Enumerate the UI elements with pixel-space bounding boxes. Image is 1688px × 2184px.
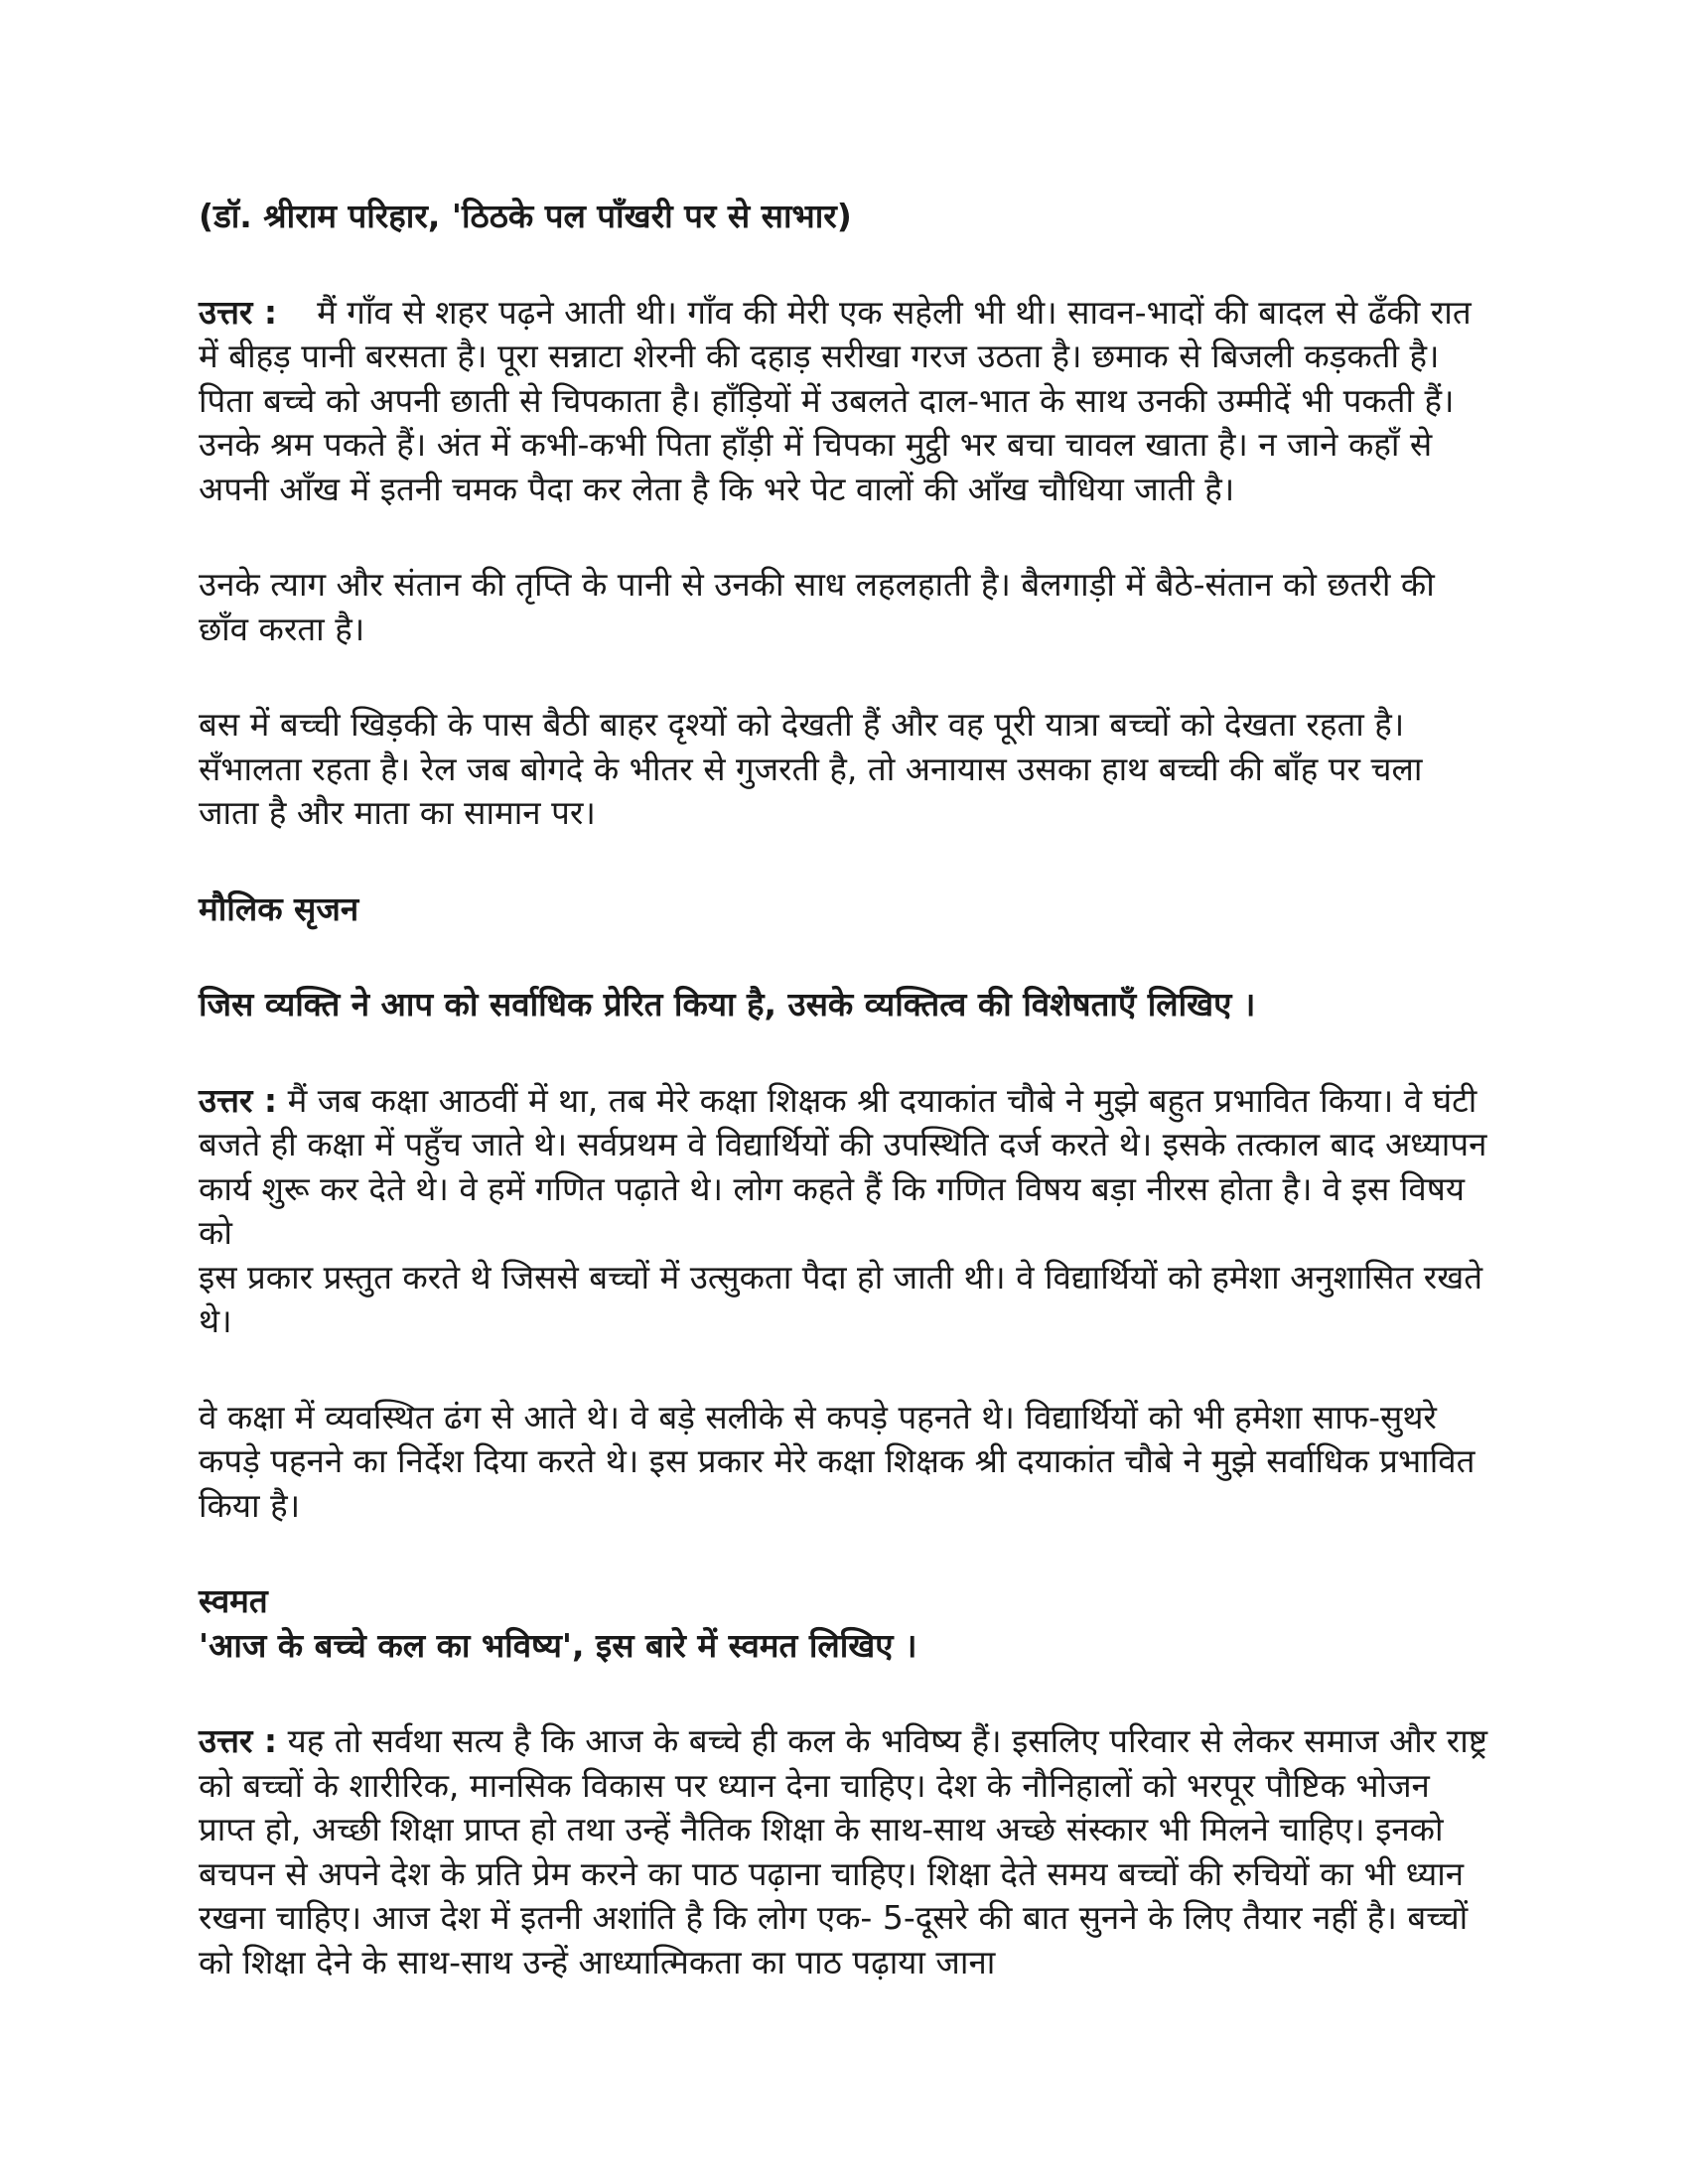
answer-label: उत्तर : bbox=[199, 1721, 278, 1760]
document-page bbox=[199, 195, 1489, 1984]
source-citation: (डॉ. श्रीराम परिहार, 'ठिठके पल पाँखरी पर से साभार) bbox=[199, 197, 852, 235]
question-children-future: 'आज के बच्चे कल का भविष्य', इस बारे में स्वमत लिखिए । bbox=[199, 1625, 917, 1665]
answer3-text1: यह तो सर्वथा सत्य है कि आज के बच्चे ही कल के भविष्य हैं। इसलिए परिवार से लेकर समाज और राष्ट्र को बच्चों के शारीरिक, मानसिक विकास पर ध्यान देना चाहिए। देश के नौनिहालों को भरपूर पौष्टिक भोजन प्राप्त हो, अच्छी शिक्षा प्राप्त हो तथा उन्हें नैतिक शिक्षा के साथ-साथ अच्छे संस्कार भी मिलने चाहिए। इनको बचपन से अपने देश के प्रति प्रेम करने का पाठ पढ़ाना चाहिए। शिक्षा देते समय बच्चों की रुचियों का भी ध्यान रखना चाहिए। आज देश में इतनी अशांति है कि लोग एक- 5-दूसरे की बात सुनने के लिए तैयार नहीं है। बच्चों को शिक्षा देने के साथ-साथ उन्हें आध्यात्मिकता का पाठ पढ़ाया जाना bbox=[199, 1721, 1488, 1981]
answer2-paragraph2: वे कक्षा में व्यवस्थित ढंग से आते थे। वे बड़े सलीके से कपड़े पहनते थे। विद्यार्थियों को भी हमेशा साफ-सुथरे कपड़े पहनने का निर्देश दिया करते थे। इस प्रकार मेरे कक्षा शिक्षक श्री दयाकांत चौबे ने मुझे सर्वाधिक प्रभावित किया है। bbox=[199, 1397, 1476, 1525]
answer1-text1: मैं गाँव से शहर पढ़ने आती थी। गाँव की मेरी एक सहेली भी थी। सावन-भादों की बादल से ढँकी रात में बीहड़ पानी बरसता है। पूरा सन्नाटा शेरनी की दहाड़ सरीखा गरज उठता है। छमाक से बिजली कड़कती है। पिता बच्चे को अपनी छाती से चिपकाता है। हाँड़ियों में उबलते दाल-भात के साथ उनकी उम्मीदें भी पकती हैं। उनके श्रम पकते हैं। अंत में कभी-कभी पिता हाँड़ी में चिपका मुट्ठी भर बचा चावल खाता है। न जाने कहाँ से अपनी आँख में इतनी चमक पैदा कर लेता है कि भरे पेट वालों की आँख चौधिया जाती है। bbox=[199, 292, 1472, 508]
section-heading-swamat: स्वमत bbox=[199, 1581, 268, 1620]
answer-label: उत्तर : bbox=[199, 292, 278, 332]
answer1-paragraph2: उनके त्याग और संतान की तृप्ति के पानी से उनकी साध लहलहाती है। बैलगाड़ी में बैठे-संतान को छतरी की छाँव करता है। bbox=[199, 565, 1435, 648]
answer2-text1: मैं जब कक्षा आठवीं में था, तब मेरे कक्षा शिक्षक श्री दयाकांत चौबे ने मुझे बहुत प्रभावित किया। वे घंटी बजते ही कक्षा में पहुँच जाते थे। सर्वप्रथम वे विद्यार्थियों की उपस्थिति दर्ज करते थे। इसके तत्काल बाद अध्यापन कार्य शुरू कर देते थे। वे हमें गणित पढ़ाते थे। लोग कहते हैं कि गणित विषय बड़ा नीरस होता है। वे इस विषय को bbox=[199, 1080, 1487, 1252]
answer2-paragraph1 bbox=[199, 1079, 1489, 1256]
answer3-paragraph1 bbox=[199, 1719, 1489, 1984]
answer1-paragraph3: बस में बच्ची खिड़की के पास बैठी बाहर दृश्यों को देखती हैं और वह पूरी यात्रा बच्चों को देखता रहता है। सँभालता रहता है। रेल जब बोगदे के भीतर से गुजरती है, तो अनायास उसका हाथ बच्ची की बाँह पर चला जाता है और माता का सामान पर। bbox=[199, 705, 1423, 832]
section-heading-maulik-srijan: मौलिक सृजन bbox=[199, 888, 359, 928]
answer1-paragraph1 bbox=[199, 291, 1489, 512]
answer-label: उत्तर : bbox=[199, 1080, 278, 1120]
answer2-paragraph1-continued: इस प्रकार प्रस्तुत करते थे जिससे बच्चों में उत्सुकता पैदा हो जाती थी। वे विद्यार्थियों को हमेशा अनुशासित रखते थे। bbox=[199, 1257, 1483, 1340]
question-inspiring-person: जिस व्यक्ति ने आप को सर्वाधिक प्रेरित किया है, उसके व्यक्तित्व की विशेषताएँ लिखिए । bbox=[199, 985, 1256, 1024]
